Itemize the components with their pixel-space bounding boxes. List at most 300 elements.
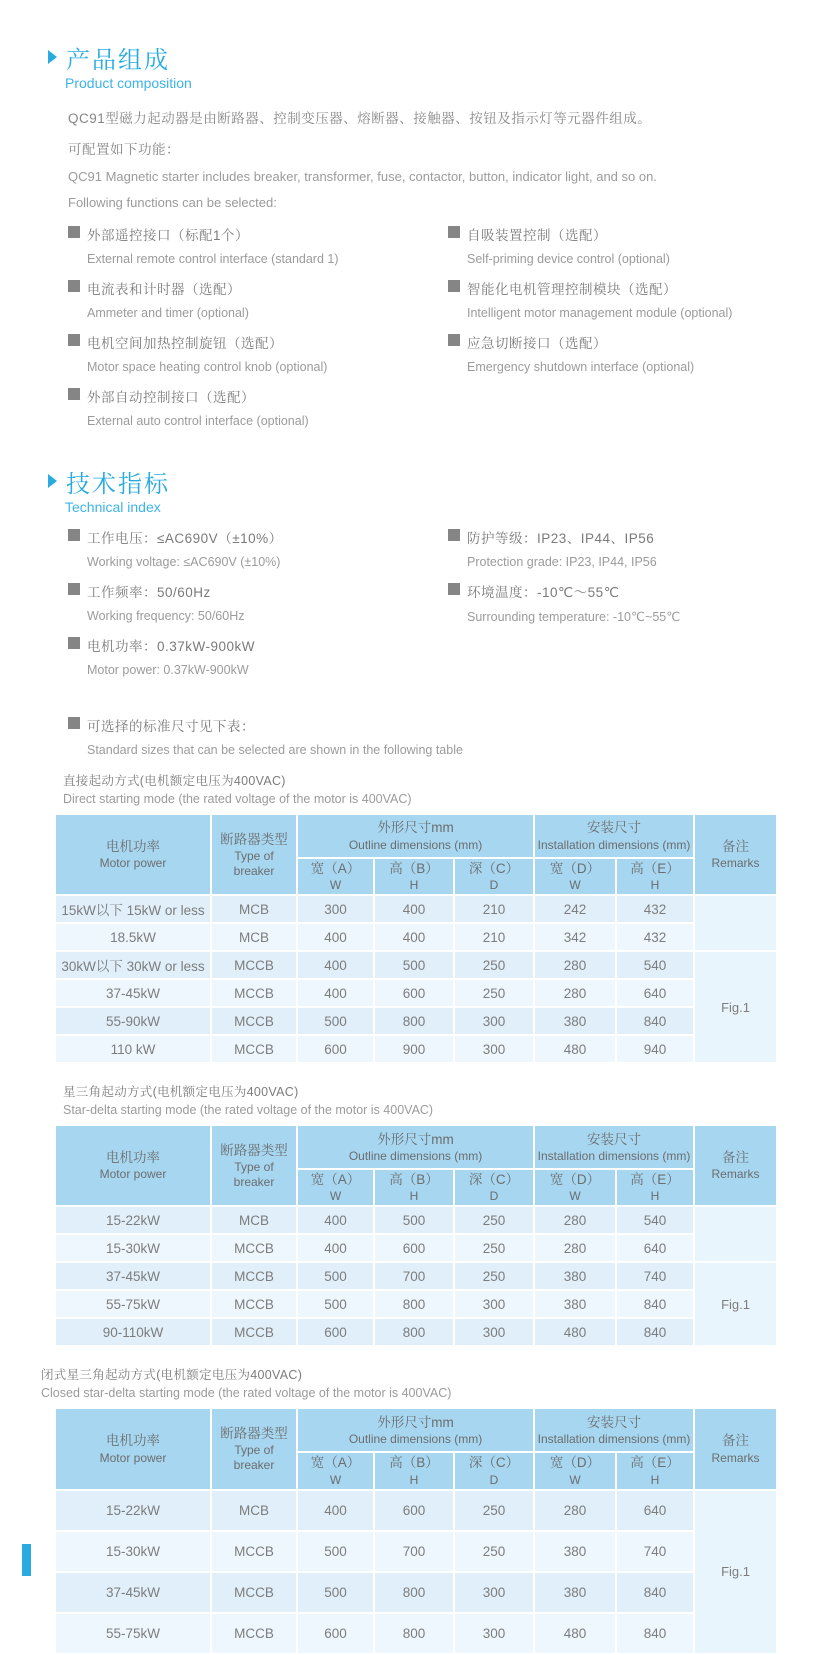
feature-label-zh: 工作频率：50/60Hz (87, 585, 211, 600)
cell-dimension: 400 (374, 895, 454, 923)
header-sub-col-en: W (329, 1472, 342, 1487)
header-sub-col-en: D (489, 1189, 499, 1204)
header-install-dims-en: Installation dimensions (mm) (537, 1148, 691, 1163)
cell-motor-power: 15kW以下 15kW or less (55, 895, 211, 923)
cell-dimension: 500 (297, 1290, 374, 1318)
cell-breaker-type: MCCB (211, 1262, 297, 1290)
cell-dimension: 800 (374, 1572, 454, 1613)
header-remarks-en: Remarks (711, 856, 760, 871)
header-sub-col-zh: 高（B） (389, 1455, 439, 1471)
header-sub-col (454, 1169, 534, 1206)
feature-item (68, 386, 448, 428)
header-sub-col (297, 858, 374, 895)
header-sub-col-zh: 深（C） (468, 861, 520, 876)
feature-label-row (68, 332, 448, 352)
cell-dimension: 300 (454, 1035, 534, 1063)
table-caption-zh: 直接起动方式(电机额定电压为400VAC) (63, 774, 286, 788)
table-caption-en: Direct starting mode (the rated voltage of the motor is 400VAC) (63, 792, 412, 806)
table-caption-en: Star-delta starting mode (the rated voltage of the motor is 400VAC) (63, 1103, 434, 1118)
cell-dimension: 640 (616, 1234, 694, 1262)
cell-dimension: 600 (297, 1613, 374, 1654)
cell-dimension: 500 (374, 951, 454, 979)
cell-motor-power: 55-75kW (55, 1613, 211, 1654)
feature-label-row (68, 635, 448, 655)
cell-motor-power: 15-30kW (55, 1234, 211, 1262)
cell-breaker-type: MCCB (211, 1572, 297, 1613)
cell-motor-power: 55-90kW (55, 1007, 211, 1035)
header-sub-col-zh: 宽（D） (549, 861, 601, 876)
feature-label-zh: 自吸装置控制（选配） (467, 228, 607, 243)
header-sub-col (534, 858, 616, 895)
header-sub-col-en: W (329, 1189, 342, 1204)
header-sub-col-en: H (650, 1189, 660, 1204)
product-section-subtitle: Product composition (65, 75, 192, 91)
product-section-header (48, 42, 782, 72)
header-install-dims-zh: 安装尺寸 (587, 820, 642, 836)
feature-label-zh: 应急切断接口（选配） (467, 336, 607, 351)
header-remarks-zh: 备注 (722, 839, 750, 854)
header-sub-col-zh: 高（B） (389, 1172, 439, 1188)
feature-label-zh: 环境温度：-10℃～55℃ (467, 585, 620, 600)
header-sub-col-zh: 高（E） (630, 861, 680, 876)
header-sub-col-en: D (489, 878, 499, 893)
cell-dimension: 380 (534, 1572, 616, 1613)
feature-label-en: Working voltage: ≤AC690V (±10%) (87, 555, 281, 569)
feature-label-row (448, 278, 782, 298)
header-breaker-type (211, 1408, 297, 1489)
header-sub-col-en: H (650, 1472, 660, 1487)
feature-label-en: Intelligent motor management module (optional) (467, 306, 733, 320)
cell-dimension: 600 (374, 979, 454, 1007)
cell-dimension: 280 (534, 979, 616, 1007)
size-table (54, 813, 778, 1064)
cell-dimension: 600 (297, 1318, 374, 1346)
header-outline-dims-zh: 外形尺寸mm (377, 1131, 454, 1147)
feature-label-zh: 电流表和计时器（选配） (87, 282, 241, 297)
cell-breaker-type: MCB (211, 1490, 297, 1531)
feature-label-row (68, 386, 448, 406)
cell-dimension: 250 (454, 951, 534, 979)
feature-label-row (68, 581, 448, 601)
cell-motor-power: 15-22kW (55, 1490, 211, 1531)
cell-dimension: 280 (534, 1234, 616, 1262)
cell-dimension: 740 (616, 1531, 694, 1572)
header-sub-col-en: H (409, 1189, 419, 1204)
cell-dimension: 500 (297, 1007, 374, 1035)
header-breaker-type-en: Type of breaker (233, 848, 275, 878)
header-sub-col (616, 1169, 694, 1206)
header-breaker-type (211, 1125, 297, 1206)
cell-dimension: 400 (297, 951, 374, 979)
feature-label-row (68, 715, 782, 735)
page-edge-marker (22, 1544, 31, 1576)
table-row (55, 923, 777, 951)
square-bullet-icon (68, 388, 80, 400)
header-remarks-en: Remarks (711, 1167, 760, 1182)
paragraph: 可配置如下功能： (68, 142, 180, 157)
feature-item (448, 278, 782, 320)
header-remarks (694, 1408, 777, 1489)
cell-dimension: 500 (297, 1572, 374, 1613)
cell-dimension: 800 (374, 1613, 454, 1654)
feature-item (448, 527, 782, 569)
feature-item (68, 715, 782, 757)
cell-motor-power: 18.5kW (55, 923, 211, 951)
header-motor-power (55, 814, 211, 895)
cell-dimension: 280 (534, 951, 616, 979)
feature-label-zh: 防护等级：IP23、IP44、IP56 (467, 531, 655, 546)
header-sub-col (534, 1169, 616, 1206)
paragraph: QC91 Magnetic starter includes breaker, transformer, fuse, contactor, button, indicator light, and so on. (68, 169, 657, 184)
cell-dimension: 342 (534, 923, 616, 951)
header-outline-dims-zh: 外形尺寸mm (377, 820, 454, 836)
header-remarks (694, 814, 777, 895)
cell-dimension: 380 (534, 1262, 616, 1290)
cell-dimension: 840 (616, 1318, 694, 1346)
cell-motor-power: 110 kW (55, 1035, 211, 1063)
table-row (55, 1035, 777, 1063)
cell-breaker-type: MCCB (211, 951, 297, 979)
cell-dimension: 740 (616, 1262, 694, 1290)
header-breaker-type-en: Type of breaker (233, 1159, 275, 1189)
header-outline-dims-en: Outline dimensions (mm) (348, 1148, 483, 1163)
feature-label-en: Standard sizes that can be selected are shown in the following table (87, 743, 463, 757)
cell-motor-power: 30kW以下 30kW or less (55, 951, 211, 979)
size-table (54, 1124, 778, 1347)
cell-dimension: 540 (616, 1206, 694, 1234)
square-bullet-icon (448, 334, 460, 346)
header-outline-dims-en: Outline dimensions (mm) (348, 1432, 483, 1447)
feature-label-row (68, 224, 448, 244)
table-row (55, 895, 777, 923)
cell-dimension: 250 (454, 1490, 534, 1531)
feature-column-right (448, 224, 782, 440)
remark-empty-cell (694, 1206, 777, 1262)
header-sub-col-zh: 高（E） (630, 1172, 680, 1188)
section-arrow-icon (48, 474, 57, 488)
fig-remark-cell: Fig.1 (694, 1262, 777, 1346)
header-sub-col-zh: 深（C） (468, 1172, 520, 1188)
cell-dimension: 640 (616, 979, 694, 1007)
header-sub-col (534, 1452, 616, 1489)
cell-dimension: 840 (616, 1613, 694, 1654)
table-row (55, 1206, 777, 1234)
feature-label-zh: 工作电压：≤AC690V（±10%） (87, 531, 283, 546)
spec-column-right (448, 527, 782, 689)
square-bullet-icon (448, 280, 460, 292)
cell-breaker-type: MCCB (211, 1290, 297, 1318)
cell-dimension: 600 (374, 1490, 454, 1531)
size-tables (41, 771, 782, 1655)
cell-dimension: 250 (454, 979, 534, 1007)
header-motor-power-en: Motor power (99, 1450, 167, 1465)
cell-dimension: 380 (534, 1007, 616, 1035)
square-bullet-icon (448, 226, 460, 238)
header-sub-col (374, 858, 454, 895)
cell-motor-power: 37-45kW (55, 1262, 211, 1290)
header-motor-power-zh: 电机功率 (106, 1150, 160, 1166)
cell-dimension: 640 (616, 1490, 694, 1531)
header-install-dims-zh: 安装尺寸 (587, 1414, 642, 1430)
spec-list (68, 527, 782, 689)
square-bullet-icon (448, 529, 460, 541)
cell-dimension: 600 (374, 1234, 454, 1262)
cell-dimension: 250 (454, 1234, 534, 1262)
header-sub-col-zh: 宽（D） (549, 1455, 601, 1471)
feature-column-left (68, 224, 448, 440)
header-outline-dims-zh: 外形尺寸mm (377, 1414, 454, 1430)
cell-breaker-type: MCCB (211, 1531, 297, 1572)
cell-dimension: 800 (374, 1290, 454, 1318)
header-motor-power-en: Motor power (99, 1167, 167, 1182)
technical-section-header (48, 466, 782, 496)
fig-remark-cell: Fig.1 (694, 951, 777, 1063)
header-sub-col-en: W (569, 1189, 581, 1204)
header-sub-col (374, 1169, 454, 1206)
header-sub-col-en: H (409, 878, 419, 893)
cell-dimension: 380 (534, 1531, 616, 1572)
square-bullet-icon (68, 637, 80, 649)
cell-breaker-type: MCB (211, 923, 297, 951)
feature-label-zh: 智能化电机管理控制模块（选配） (467, 282, 677, 297)
header-remarks-zh: 备注 (722, 1433, 750, 1449)
header-sub-col-en: W (569, 1472, 581, 1487)
table-caption-zh: 星三角起动方式(电机额定电压为400VAC) (63, 1085, 299, 1100)
cell-dimension: 400 (297, 923, 374, 951)
header-motor-power (55, 1408, 211, 1489)
table-row (55, 1490, 777, 1531)
cell-dimension: 540 (616, 951, 694, 979)
cell-breaker-type: MCCB (211, 1613, 297, 1654)
feature-item (68, 635, 448, 677)
table-section (54, 771, 782, 1064)
header-sub-col (616, 1452, 694, 1489)
header-install-dims (534, 814, 694, 858)
section-arrow-icon (48, 50, 57, 64)
feature-label-en: Self-priming device control (optional) (467, 252, 670, 266)
table-row (55, 1290, 777, 1318)
cell-dimension: 400 (297, 1206, 374, 1234)
header-sub-col-en: H (409, 1472, 419, 1487)
cell-dimension: 280 (534, 1490, 616, 1531)
cell-dimension: 700 (374, 1262, 454, 1290)
table-row (55, 1007, 777, 1035)
table-row (55, 1318, 777, 1346)
cell-dimension: 400 (297, 1490, 374, 1531)
header-breaker-type-zh: 断路器类型 (220, 831, 288, 847)
header-sub-col-zh: 宽（D） (549, 1172, 601, 1188)
cell-dimension: 300 (454, 1613, 534, 1654)
feature-label-row (448, 581, 782, 601)
note-item-holder (68, 715, 782, 757)
header-breaker-type-zh: 断路器类型 (220, 1425, 288, 1441)
feature-item (448, 332, 782, 374)
cell-dimension: 210 (454, 923, 534, 951)
feature-item (68, 332, 448, 374)
header-breaker-type-zh: 断路器类型 (220, 1142, 288, 1158)
cell-dimension: 242 (534, 895, 616, 923)
technical-section-title: 技术指标 (66, 470, 170, 498)
header-sub-col-en: H (650, 878, 660, 893)
feature-label-en: Surrounding temperature: -10℃~55℃ (467, 610, 681, 624)
cell-dimension: 840 (616, 1007, 694, 1035)
cell-motor-power: 15-30kW (55, 1531, 211, 1572)
cell-dimension: 380 (534, 1290, 616, 1318)
header-outline-dims (297, 1408, 534, 1452)
header-install-dims (534, 1408, 694, 1452)
feature-label-zh: 可选择的标准尺寸见下表： (87, 719, 255, 734)
feature-list (68, 224, 782, 440)
header-outline-dims-en: Outline dimensions (mm) (348, 837, 483, 852)
cell-dimension: 840 (616, 1572, 694, 1613)
cell-dimension: 800 (374, 1007, 454, 1035)
feature-label-row (68, 527, 448, 547)
size-table (54, 1407, 778, 1654)
table-row (55, 951, 777, 979)
feature-label-en: Motor space heating control knob (optional) (87, 360, 328, 374)
square-bullet-icon (68, 583, 80, 595)
table-section (41, 1365, 782, 1654)
cell-breaker-type: MCCB (211, 1318, 297, 1346)
header-sub-col-en: D (489, 1472, 499, 1487)
header-sub-col-zh: 宽（A） (310, 861, 361, 876)
feature-label-en: External remote control interface (standard 1) (87, 252, 339, 266)
table-row (55, 1613, 777, 1654)
cell-dimension: 940 (616, 1035, 694, 1063)
cell-dimension: 800 (374, 1318, 454, 1346)
header-install-dims (534, 1125, 694, 1169)
table-caption-en: Closed star-delta starting mode (the rated voltage of the motor is 400VAC) (41, 1386, 452, 1401)
header-outline-dims (297, 814, 534, 858)
cell-dimension: 480 (534, 1035, 616, 1063)
header-sub-col-en: W (569, 878, 581, 893)
cell-dimension: 300 (454, 1572, 534, 1613)
feature-label-en: Protection grade: IP23, IP44, IP56 (467, 555, 657, 569)
header-sub-col-zh: 宽（A） (310, 1455, 361, 1471)
feature-label-zh: 电机功率：0.37kW-900kW (87, 639, 256, 654)
feature-label-row (448, 224, 782, 244)
square-bullet-icon (68, 717, 80, 729)
header-sub-col-zh: 高（E） (630, 1455, 680, 1471)
product-section-title: 产品组成 (66, 46, 170, 74)
cell-dimension: 250 (454, 1206, 534, 1234)
cell-dimension: 210 (454, 895, 534, 923)
cell-dimension: 300 (454, 1318, 534, 1346)
cell-dimension: 432 (616, 923, 694, 951)
cell-dimension: 400 (374, 923, 454, 951)
paragraph: QC91型磁力起动器是由断路器、控制变压器、熔断器、接触器、按钮及指示灯等元器件组成。 (68, 111, 652, 126)
header-sub-col (454, 858, 534, 895)
feature-label-zh: 电机空间加热控制旋钮（选配） (87, 336, 283, 351)
square-bullet-icon (448, 583, 460, 595)
cell-dimension: 600 (297, 1035, 374, 1063)
cell-dimension: 400 (297, 1234, 374, 1262)
cell-dimension: 840 (616, 1290, 694, 1318)
feature-item (68, 278, 448, 320)
header-remarks-zh: 备注 (722, 1150, 750, 1166)
feature-label-row (448, 332, 782, 352)
feature-item (448, 224, 782, 266)
cell-breaker-type: MCCB (211, 979, 297, 1007)
header-sub-col (297, 1452, 374, 1489)
table-row (55, 1234, 777, 1262)
standard-size-note (68, 715, 782, 757)
cell-dimension: 300 (297, 895, 374, 923)
cell-dimension: 500 (297, 1531, 374, 1572)
header-install-dims-zh: 安装尺寸 (587, 1131, 642, 1147)
feature-label-row (448, 527, 782, 547)
header-sub-col-zh: 宽（A） (310, 1172, 361, 1188)
feature-label-zh: 外部自动控制接口（选配） (87, 390, 255, 405)
header-motor-power-zh: 电机功率 (106, 839, 160, 854)
header-sub-col-zh: 高（B） (389, 861, 439, 876)
cell-dimension: 432 (616, 895, 694, 923)
cell-breaker-type: MCCB (211, 1035, 297, 1063)
header-sub-col (454, 1452, 534, 1489)
feature-label-en: Working frequency: 50/60Hz (87, 609, 245, 623)
header-sub-col-en: W (329, 878, 342, 893)
table-caption-zh: 闭式星三角起动方式(电机额定电压为400VAC) (41, 1368, 303, 1383)
feature-item (68, 224, 448, 266)
table-row (55, 1572, 777, 1613)
cell-dimension: 900 (374, 1035, 454, 1063)
square-bullet-icon (68, 529, 80, 541)
technical-section-subtitle: Technical index (65, 499, 161, 515)
cell-breaker-type: MCB (211, 1206, 297, 1234)
header-motor-power-zh: 电机功率 (106, 1433, 160, 1449)
fig-remark-cell: Fig.1 (694, 1490, 777, 1654)
paragraph: Following functions can be selected: (68, 195, 277, 210)
table-section (54, 1082, 782, 1347)
header-remarks-en: Remarks (711, 1450, 760, 1465)
cell-dimension: 250 (454, 1531, 534, 1572)
cell-breaker-type: MCB (211, 895, 297, 923)
header-breaker-type-en: Type of breaker (233, 1443, 275, 1473)
feature-item (448, 581, 782, 624)
square-bullet-icon (68, 280, 80, 292)
cell-breaker-type: MCCB (211, 1007, 297, 1035)
cell-dimension: 280 (534, 1206, 616, 1234)
remark-empty-cell (694, 895, 777, 951)
header-outline-dims (297, 1125, 534, 1169)
header-sub-col-zh: 深（C） (468, 1455, 520, 1471)
cell-dimension: 480 (534, 1318, 616, 1346)
spec-column-left (68, 527, 448, 689)
feature-label-en: Emergency shutdown interface (optional) (467, 360, 695, 374)
table-row (55, 1262, 777, 1290)
cell-motor-power: 15-22kW (55, 1206, 211, 1234)
header-install-dims-en: Installation dimensions (mm) (537, 837, 691, 852)
table-row (55, 979, 777, 1007)
cell-dimension: 500 (374, 1206, 454, 1234)
feature-item (68, 581, 448, 623)
header-sub-col (616, 858, 694, 895)
feature-item (68, 527, 448, 569)
cell-motor-power: 90-110kW (55, 1318, 211, 1346)
feature-label-en: External auto control interface (optional) (87, 414, 309, 428)
header-sub-col (374, 1452, 454, 1489)
square-bullet-icon (68, 334, 80, 346)
header-remarks (694, 1125, 777, 1206)
header-install-dims-en: Installation dimensions (mm) (537, 1432, 691, 1447)
header-sub-col (297, 1169, 374, 1206)
feature-label-en: Ammeter and timer (optional) (87, 306, 249, 320)
cell-dimension: 300 (454, 1290, 534, 1318)
feature-label-en: Motor power: 0.37kW-900kW (87, 663, 249, 677)
cell-motor-power: 37-45kW (55, 979, 211, 1007)
cell-motor-power: 37-45kW (55, 1572, 211, 1613)
feature-label-zh: 外部遥控接口（标配1个） (87, 228, 250, 243)
